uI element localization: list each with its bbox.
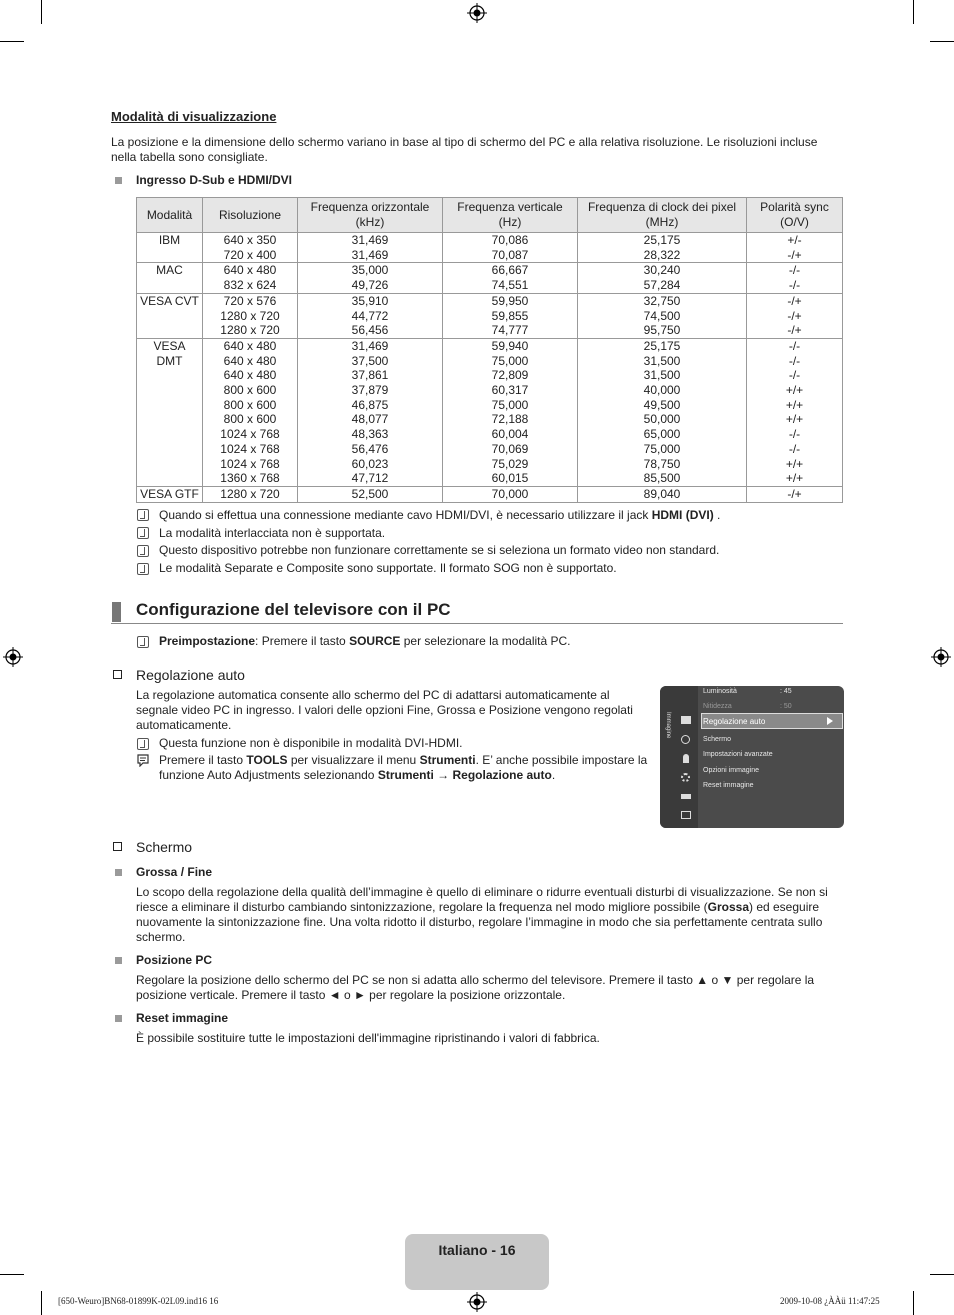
- note-text: .: [713, 508, 721, 522]
- auto-tools-text: [159, 753, 651, 783]
- table-cell: VESA DMT: [137, 338, 203, 486]
- osd-item: Reset immagine: [703, 782, 754, 789]
- footer-date: 2009-10-08 ¿ÀÀü 11:47:25: [780, 1296, 880, 1306]
- tools-text: . E’ anche possibile impostare la funzione Auto Adjustments selezionando: [159, 753, 648, 782]
- source-key: SOURCE: [349, 634, 401, 648]
- table-cell: 720 x 576 1280 x 720 1280 x 720: [203, 293, 298, 338]
- screen-title: Schermo: [136, 839, 193, 855]
- intro-text: La posizione e la dimensione dello schermo variano in base al tipo di schermo del PC e alla relativa risoluzione. Le risoluzioni incluse nella tabella sono consigliate.: [111, 135, 818, 164]
- table-header: Frequenza orizzontale (kHz): [298, 198, 443, 233]
- table-cell: 70,086 70,087: [443, 233, 578, 263]
- bullet-square-icon: [115, 1015, 122, 1022]
- crop-mark: [41, 0, 42, 24]
- subsection-coarse-fine: Grossa / Fine: [136, 865, 213, 879]
- table-cell: 59,950 59,855 74,777: [443, 293, 578, 338]
- registration-mark-icon: [467, 1292, 487, 1312]
- table-cell: 30,240 57,284: [578, 263, 747, 293]
- heading-bar: [112, 602, 121, 622]
- table-cell: 66,667 74,551: [443, 263, 578, 293]
- input-label: Ingresso D-Sub e HDMI/DVI: [136, 173, 293, 187]
- table-cell: 35,000 49,726: [298, 263, 443, 293]
- crop-mark: [913, 1291, 914, 1315]
- channel-icon: [683, 754, 689, 763]
- tools-key: TOOLS: [246, 753, 288, 767]
- table-header: Polarità sync (O/V): [747, 198, 843, 233]
- table-row: [137, 293, 843, 338]
- arrow-right-icon: [827, 717, 833, 725]
- application-icon: [681, 811, 691, 819]
- tools-icon: [136, 754, 150, 767]
- table-cell: -/+ -/+ -/+: [747, 293, 843, 338]
- preset-text: : Premere il tasto: [255, 634, 350, 648]
- crop-mark: [930, 41, 954, 42]
- crop-mark: [41, 1291, 42, 1315]
- table-cell: 25,175 31,500 31,500 40,000 49,500 50,000 65,000 75,000 78,750 85,500: [578, 338, 747, 486]
- table-cell: 70,000: [443, 486, 578, 502]
- bullet-square-icon: [115, 957, 122, 964]
- table-cell: 1280 x 720: [203, 486, 298, 502]
- subsection-reset: Reset immagine: [136, 1011, 229, 1025]
- crop-mark: [913, 0, 914, 24]
- registration-mark-icon: [467, 3, 487, 23]
- note-icon: [137, 545, 149, 557]
- osd-category-label: Immagine: [665, 712, 671, 739]
- table-cell: 52,500: [298, 486, 443, 502]
- note-sog: Le modalità Separate e Composite sono supportate. Il formato SOG non è supportato.: [159, 561, 617, 575]
- note-interlaced: La modalità interlacciata non è supportata.: [159, 526, 386, 540]
- table-cell: 59,940 75,000 72,809 60,317 75,000 72,188 60,004 70,069 75,029 60,015: [443, 338, 578, 486]
- table-cell: 640 x 350 720 x 400: [203, 233, 298, 263]
- registration-mark-icon: [931, 647, 951, 667]
- tools-text: Premere il tasto: [159, 753, 247, 767]
- tools-text: per visualizzare il menu: [287, 753, 420, 767]
- note-bold-text: HDMI (DVI): [651, 508, 714, 522]
- note-icon: [137, 527, 149, 539]
- pc-position-text: Regolare la posizione dello schermo del PC se non si adatta allo schermo del televisore. Premere il tasto ▲ o ▼ per regolare la posizione verticale. Premere il tasto ◄ o ► per regolare la posizione orizzontale.: [136, 973, 815, 1002]
- checkbox-bullet-icon: [113, 670, 122, 679]
- sound-icon: [681, 735, 690, 744]
- page-number: Italiano - 16: [438, 1242, 516, 1258]
- table-cell: 35,910 44,772 56,456: [298, 293, 443, 338]
- auto-note: Questa funzione non è disponibile in modalità DVI-HDMI.: [159, 736, 463, 750]
- table-cell: MAC: [137, 263, 203, 293]
- table-cell: 31,469 31,469: [298, 233, 443, 263]
- coarse-fine-text: [136, 885, 844, 945]
- reset-text: È possibile sostituire tutte le impostazioni dell'immagine ripristinando i valori di fabbrica.: [136, 1031, 600, 1045]
- preset-bold: Preimpostazione: [159, 634, 256, 648]
- osd-item: Schermo: [703, 736, 732, 743]
- table-header-row: [137, 198, 843, 233]
- table-header: Risoluzione: [203, 198, 298, 233]
- body-text: ) ed eseguire nuovamente la sintonizzazione fine. Una volta ridotto il disturbo, regolare l’immagine in modo che sia perfettamente centrata sullo schermo.: [136, 900, 823, 944]
- picture-icon: [681, 716, 691, 724]
- osd-sidebar: [660, 686, 698, 828]
- note-icon: [137, 738, 149, 750]
- bullet-square-icon: [115, 869, 122, 876]
- osd-item: Luminosità: [703, 688, 737, 695]
- table-cell: IBM: [137, 233, 203, 263]
- crop-mark: [930, 1274, 954, 1275]
- body-bold: Grossa: [707, 900, 749, 914]
- setup-icon: [681, 773, 690, 782]
- table-cell: 89,040: [578, 486, 747, 502]
- table-header: Frequenza verticale (Hz): [443, 198, 578, 233]
- table-cell: VESA CVT: [137, 293, 203, 338]
- note-text: Quando si effettua una connessione mediante cavo HDMI/DVI, è necessario utilizzare il jack: [159, 508, 652, 522]
- table-cell: +/- -/+: [747, 233, 843, 263]
- osd-item: Nitidezza: [703, 703, 732, 710]
- table-header: Frequenza di clock dei pixel (MHz): [578, 198, 747, 233]
- note-icon: [137, 509, 149, 521]
- checkbox-bullet-icon: [113, 842, 122, 851]
- table-row: [137, 486, 843, 502]
- crop-mark: [0, 1274, 24, 1275]
- auto-text: La regolazione automatica consente allo schermo del PC di adattarsi automaticamente al segnale video PC in ingresso. I valori delle opzioni Fine, Grossa e Posizione vengono regolati automaticamente.: [136, 688, 633, 732]
- table-cell: 640 x 480 640 x 480 640 x 480 800 x 600 800 x 600 800 x 600 1024 x 768 1024 x 768 1024 x 768 1360 x 768: [203, 338, 298, 486]
- note-hdmi: [159, 508, 720, 523]
- osd-item: Opzioni immagine: [703, 767, 760, 774]
- table-row: [137, 263, 843, 293]
- table-row: [137, 338, 843, 486]
- note-icon: [137, 563, 149, 575]
- tools-menu: Strumenti: [419, 753, 476, 767]
- table-header: Modalità: [137, 198, 203, 233]
- table-cell: -/- -/-: [747, 263, 843, 293]
- table-cell: -/- -/- -/- +/+ +/+ +/+ -/- -/- +/+ +/+: [747, 338, 843, 486]
- note-icon: [137, 636, 149, 648]
- footer-file: [650-Weuro]BN68-01899K-02L09.ind16 16: [58, 1296, 219, 1306]
- table-cell: 32,750 74,500 95,750: [578, 293, 747, 338]
- osd-menu: [660, 686, 844, 828]
- osd-value: : 50: [780, 703, 792, 710]
- bullet-square-icon: [115, 177, 122, 184]
- table-cell: 640 x 480 832 x 624: [203, 263, 298, 293]
- table-cell: 31,469 37,500 37,861 37,879 46,875 48,077 48,363 56,476 60,023 47,712: [298, 338, 443, 486]
- resolution-table: [136, 197, 843, 503]
- input-icon: [681, 794, 691, 799]
- osd-item: Impostazioni avanzate: [703, 751, 773, 758]
- registration-mark-icon: [3, 647, 23, 667]
- crop-mark: [0, 41, 24, 42]
- subsection-pc-position: Posizione PC: [136, 953, 213, 967]
- table-row: [137, 233, 843, 263]
- table-cell: VESA GTF: [137, 486, 203, 502]
- preset-text: per selezionare la modalità PC.: [400, 634, 571, 648]
- osd-item-selected: Regolazione auto: [703, 717, 766, 726]
- preset-note: [159, 634, 571, 649]
- body-text: Lo scopo della regolazione della qualità dell’immagine è quello di eliminare o ridurre eventuali disturbi di visualizzazione. Se non si riesce a eliminare il disturbo cambiando sintonizzazione, regolare la frequenza nel modo migliore possibile (: [136, 885, 828, 914]
- heading-rule: [111, 623, 843, 624]
- osd-value: : 45: [780, 688, 792, 695]
- note-nonstandard: Questo dispositivo potrebbe non funzionare correttamente se si seleziona un formato video non standard.: [159, 543, 720, 557]
- tools-text: .: [551, 768, 556, 782]
- table-cell: -/+: [747, 486, 843, 502]
- auto-title: Regolazione auto: [136, 667, 245, 683]
- page-heading: Configurazione del televisore con il PC: [136, 600, 451, 619]
- table-cell: 25,175 28,322: [578, 233, 747, 263]
- section-title: Modalità di visualizzazione: [111, 109, 277, 124]
- tools-path: Strumenti → Regolazione auto: [377, 768, 552, 782]
